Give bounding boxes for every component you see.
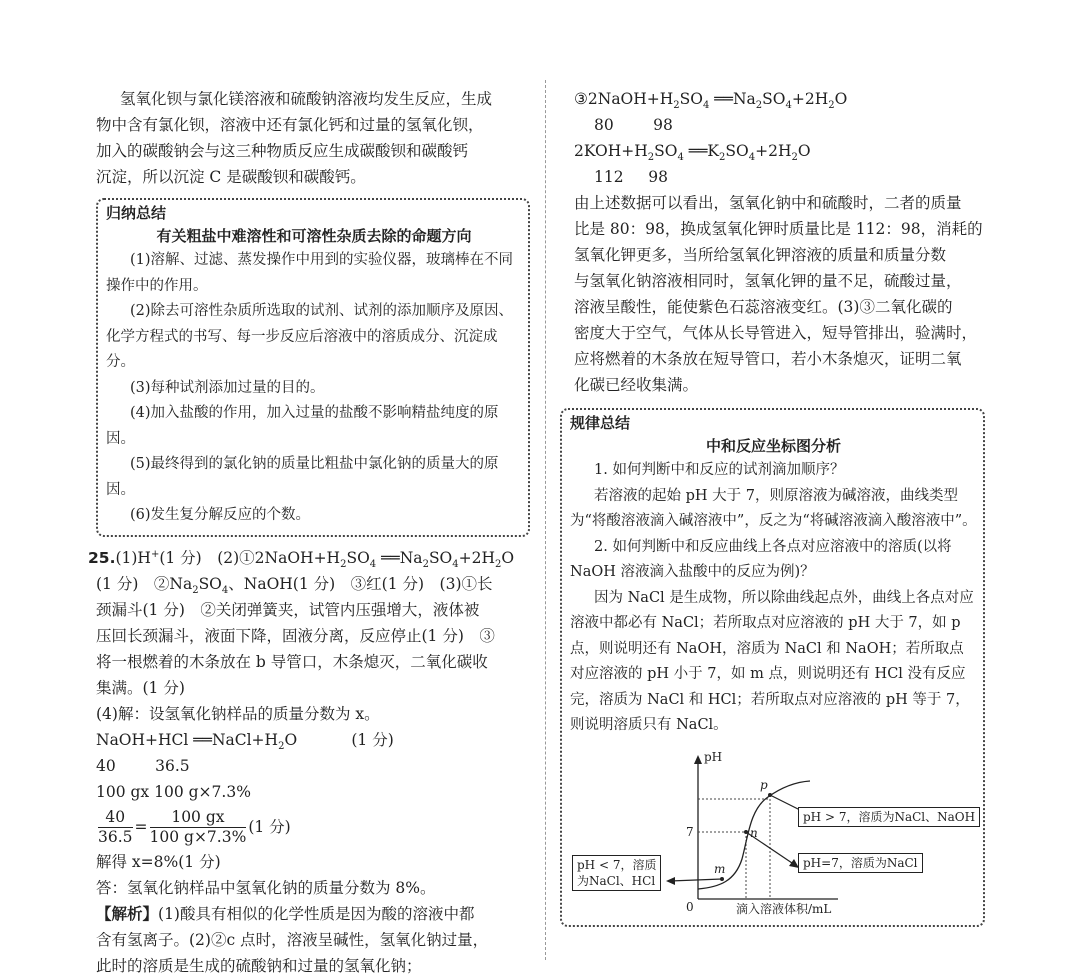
intro-line: 氢氧化钡与氯化镁溶液和硫酸钠溶液均发生反应，生成 <box>120 90 493 108</box>
text-run: 100 gx <box>96 782 150 801</box>
ph-curve-svg <box>570 749 980 919</box>
mass-row-1 <box>594 112 985 138</box>
right-column <box>560 86 985 935</box>
text-run: (1 分) ②Na <box>96 574 193 593</box>
annotation-ph-eq-7: pH=7，溶质为NaCl <box>798 853 923 873</box>
answer-line: 答：氢氧化钠样品中氢氧化钠的质量分数为 8%。 <box>96 878 436 897</box>
ph-curve-graph <box>570 749 980 919</box>
x-axis-label: 滴入溶液体积/mL <box>736 901 832 916</box>
text-run: SO <box>346 548 370 567</box>
q25-line-3: 颈漏斗(1 分) ②关闭弹簧夹，试管内压强增大，液体被 <box>96 600 480 619</box>
text-run: 2KOH+H <box>574 142 648 160</box>
text-run: SO <box>654 142 678 160</box>
question-25-answer <box>88 545 530 979</box>
text-run: 98 <box>648 168 668 186</box>
text-run: 80 <box>594 116 614 134</box>
rule-box-heading: 规律总结 <box>570 414 631 432</box>
origin-label: 0 <box>686 899 694 914</box>
text-run: 36.5 <box>155 756 190 775</box>
analysis-line-1 <box>96 901 530 927</box>
text-run: 98 <box>653 116 673 134</box>
mass-row-2 <box>594 164 985 190</box>
text-run: O <box>834 90 848 108</box>
fraction-numerator: 40 <box>98 808 133 828</box>
explanation-line: 与氢氧化钠溶液相同时，氢氧化钾的量不足，硫酸过量， <box>574 272 962 290</box>
text-run: NaOH+HCl ══NaCl+H <box>96 730 279 749</box>
text-run: ══K <box>683 142 720 160</box>
text-run: O <box>797 142 811 160</box>
given-mass-row <box>96 779 530 805</box>
q25-line-1: 25.(1)H+(1 分) $(2)①2NaOH+H_2SO_4$ $══Na_2SO_4+2H_2O$ <box>88 548 515 570</box>
tick-7-label: 7 <box>686 824 694 839</box>
text-run: SO <box>762 90 786 108</box>
text-run: 112 <box>594 168 624 186</box>
q25-line-7: (4)解：设氢氧化钠样品的质量分数为 x。 <box>96 704 380 723</box>
explanation-line: 应将燃着的木条放在短导管口，若小木条熄灭，证明二氧 <box>574 350 962 368</box>
text-run: SO <box>725 142 749 160</box>
summary-item: (5)最终得到的氯化钠的质量比粗盐中氯化钠的质量大的原因。 <box>106 456 499 498</box>
text-run: (1 分) (2)①2NaOH+H <box>159 548 341 567</box>
q25-line-6: 集满。(1 分) <box>96 678 185 697</box>
text-run: +2H <box>755 142 792 160</box>
summary-box-heading: 归纳总结 <box>106 204 167 222</box>
annotation-line: pH < 7，溶质 <box>577 857 657 872</box>
text-run: (1)酸具有相似的化学性质是因为酸的溶液中都 <box>158 904 475 923</box>
text-run: 、NaOH(1 分) ③红(1 分) (3)①长 <box>228 574 493 593</box>
rule-answer-1: 若溶液的起始 pH 大于 7，则原溶液为碱溶液，曲线类型为“将酸溶液滴入碱溶液中”，反之为“将碱溶液滴入酸溶液中”。 <box>570 487 977 529</box>
fraction-denominator: 100 g×7.3% <box>149 828 247 846</box>
y-axis-label: pH <box>704 749 723 764</box>
equation-koh-h2so4: $2KOH+H_2SO_4$ $══K_2SO_4+2H_2O$ <box>574 142 811 164</box>
solve-line: 解得 x=8%(1 分) <box>96 852 221 871</box>
intro-line: 加入的碳酸钠会与这三种物质反应生成碳酸钡和碳酸钙 <box>96 142 469 160</box>
intro-line: 物中含有氯化钡，溶液中还有氯化钙和过量的氢氧化钡， <box>96 116 484 134</box>
point-m-label: m <box>714 861 726 876</box>
analysis-line-3: 此时的溶质是生成的硫酸钠和过量的氢氧化钠； <box>96 956 422 975</box>
summary-item: (1)溶解、过滤、蒸发操作中用到的实验仪器，玻璃棒在不同操作中的作用。 <box>106 252 514 294</box>
annotation-ph-gt-7: pH > 7，溶质为NaCl、NaOH <box>798 807 980 827</box>
q25-line-4: 压回长颈漏斗，液面下降，固液分离，反应停止(1 分) ③ <box>96 626 495 645</box>
proportion-row: $\frac{40}{36.5}$ = $\frac{100 gx}{100 g\times 7.3\%}$ (1 分) <box>98 808 291 846</box>
point-p-label: p <box>760 777 768 792</box>
point-n-label: n <box>750 825 758 840</box>
fraction-denominator: 36.5 <box>98 828 133 846</box>
arrow-m-line <box>670 879 722 881</box>
analysis-line-2: 含有氢离子。(2)②c 点时，溶液呈碱性，氢氧化钠过量， <box>96 930 489 949</box>
question-number: 25. <box>88 548 116 567</box>
explanation-paragraph <box>574 190 985 398</box>
text-run: (1 分) <box>351 730 394 749</box>
text-run: 40 <box>96 756 116 775</box>
text-run: ══Na <box>709 90 756 108</box>
text-run: SO <box>198 574 222 593</box>
analysis-tag: 【解析】 <box>96 904 159 923</box>
text-run: SO <box>428 548 453 567</box>
text-run: O <box>501 548 515 567</box>
column-divider <box>545 80 546 960</box>
text-run: ③2NaOH+H <box>574 90 674 108</box>
text-run: +2H <box>458 548 496 567</box>
left-column <box>88 86 530 979</box>
fraction <box>150 808 247 847</box>
explanation-line: 比是 80：98，换成氢氧化钾时质量比是 112：98，消耗的 <box>574 220 983 238</box>
text-run: +2H <box>791 90 829 108</box>
rule-box-title: 中和反应坐标图分析 <box>705 437 841 455</box>
text-run: O <box>284 730 298 749</box>
intro-line: 沉淀，所以沉淀 C 是碳酸钡和碳酸钙。 <box>96 168 366 186</box>
annotation-ph-lt-7 <box>572 855 661 891</box>
rule-answer-2: 因为 NaCl 是生成物，所以除曲线起点外，曲线上各点对应溶液中都必有 NaCl；若所取点对应溶液的 pH 大于 7，如 p 点，则说明还有 NaOH，溶质为 NaCl 和 NaOH；若所取点对应溶液的 pH 小于 7，如 m 点，则说明还有 HCl 没有反应完，溶质为 NaCl 和 HCl；若所取点对应溶液的 pH 等于 7，则说明溶质只有 NaCl。 <box>570 589 974 733</box>
text-run: 100 g×7.3% <box>154 782 251 801</box>
text-run: (1)H <box>115 548 151 567</box>
rule-question-2: 2. 如何判断中和反应曲线上各点对应溶液中的溶质(以将 NaOH 溶液滴入盐酸中的反应为例)？ <box>570 538 952 580</box>
summary-box-title: 有关粗盐中难溶性和可溶性杂质去除的命题方向 <box>156 227 472 245</box>
arrow-m-head <box>666 877 675 885</box>
text-run: SO <box>679 90 703 108</box>
summary-item: (2)除去可溶性杂质所选取的试剂、试剂的添加顺序及原因、化学方程式的书写、每一步反应后溶液中的溶质成分、沉淀成分。 <box>106 303 514 370</box>
text-run: (1 分) <box>248 817 291 836</box>
fraction-numerator: 100 gx <box>150 808 247 828</box>
q25-line-2: (1 分) $②Na_2SO_4$、NaOH(1 分) ③红(1 分) (3)①长 <box>96 574 493 596</box>
molar-mass-row <box>96 753 530 779</box>
y-axis-arrow <box>694 755 702 764</box>
explanation-line: 密度大于空气，气体从长导管进入，短导管排出，验满时， <box>574 324 978 342</box>
text-run: ══Na <box>376 548 423 567</box>
explanation-line: 氢氧化钾更多，当所给氢氧化钾溶液的质量和质量分数 <box>574 246 947 264</box>
q25-line-5: 将一根燃着的木条放在 b 导管口，木条熄灭，二氧化碳收 <box>96 652 488 671</box>
intro-paragraph <box>96 86 530 190</box>
equation-naoh-hcl: NaOH+HCl $══NaCl+H_2O$ (1 分) <box>96 730 394 752</box>
rule-summary-box <box>560 408 985 927</box>
summary-box <box>96 198 530 537</box>
summary-item: (3)每种试剂添加过量的目的。 <box>130 379 325 396</box>
annotation-line: 为NaCl、HCl <box>577 873 656 888</box>
fraction <box>98 808 133 847</box>
explanation-line: 化碳已经收集满。 <box>574 376 699 394</box>
summary-item: (4)加入盐酸的作用，加入过量的盐酸不影响精盐纯度的原因。 <box>106 405 499 447</box>
explanation-line: 由上述数据可以看出，氢氧化钠中和硫酸时，二者的质量 <box>574 194 962 212</box>
text-run: + <box>150 548 160 560</box>
rule-question-1: 1. 如何判断中和反应的试剂滴加顺序？ <box>594 462 845 478</box>
explanation-line: 溶液呈酸性，能使紫色石蕊溶液变红。(3)③二氧化碳的 <box>574 298 953 316</box>
equation-naoh-h2so4: $③2NaOH+H_2SO_4$ $══Na_2SO_4+2H_2O$ <box>574 90 848 112</box>
summary-item: (6)发生复分解反应的个数。 <box>130 507 311 523</box>
